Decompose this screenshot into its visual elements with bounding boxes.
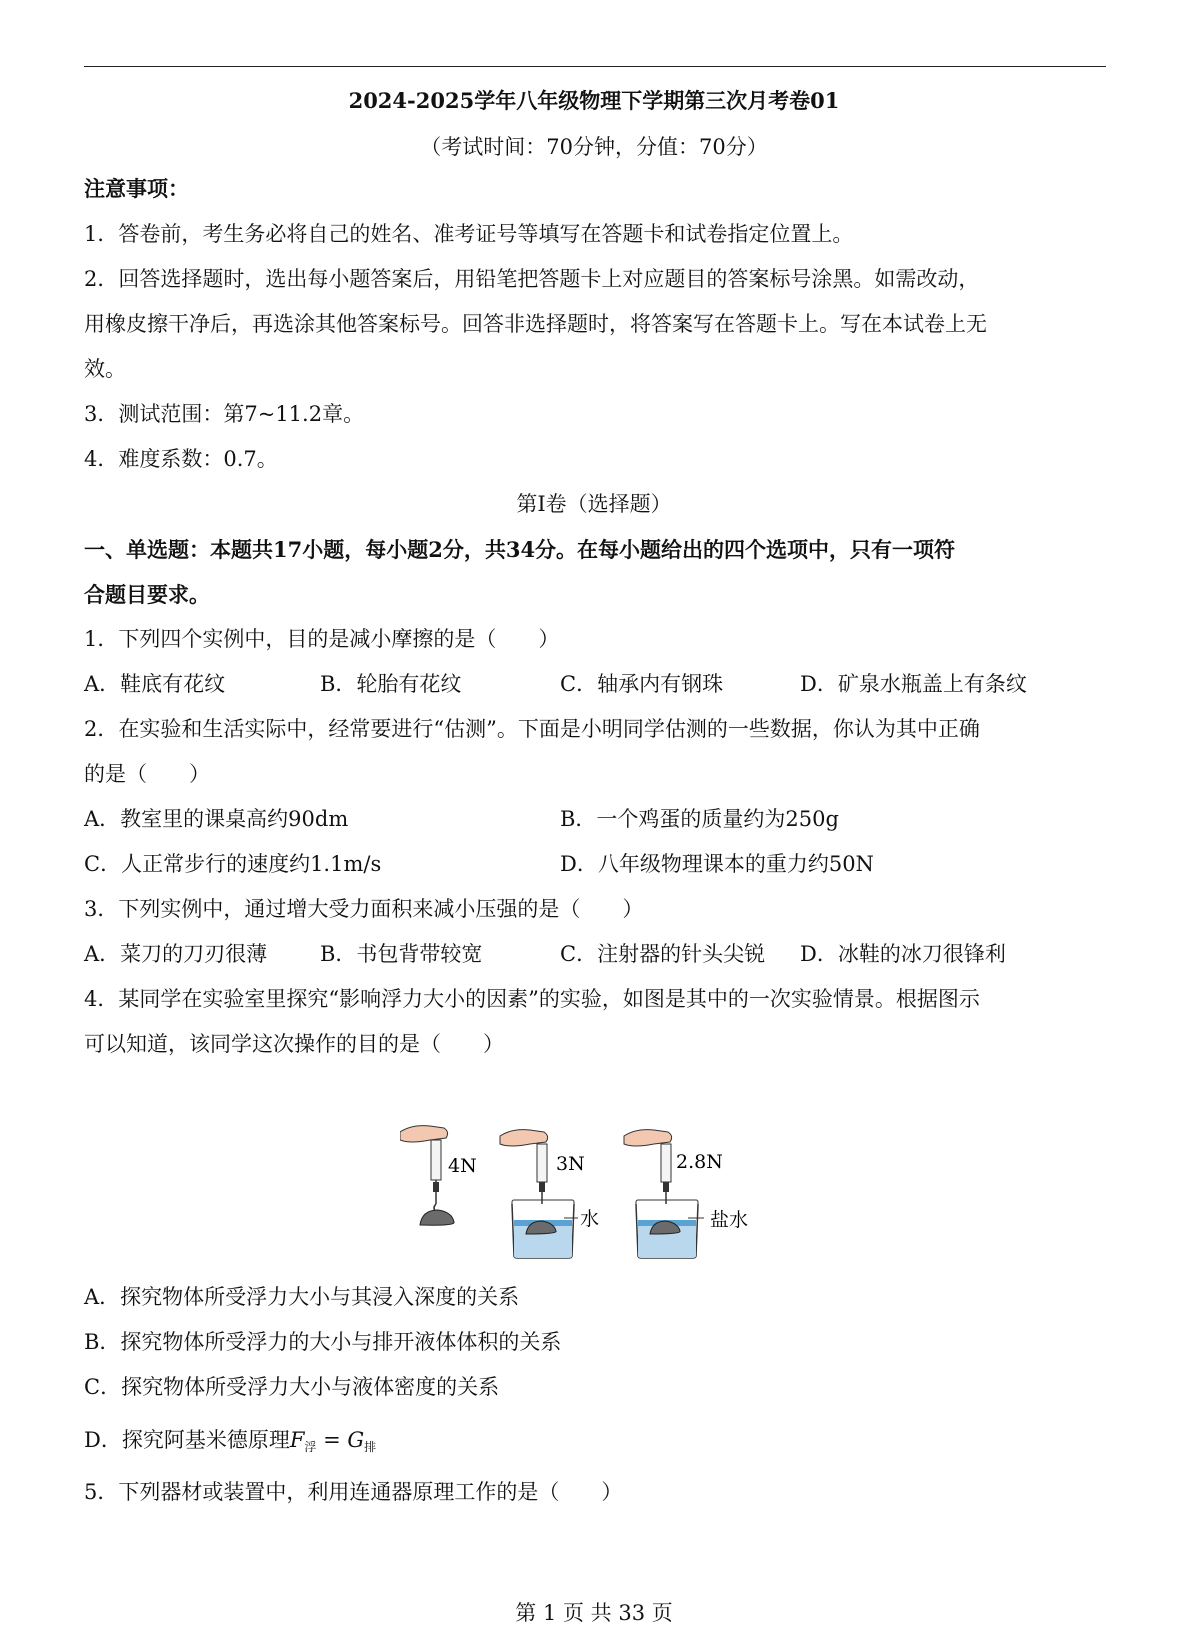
q3-option-a: A．菜刀的刀刃很薄 — [84, 942, 268, 966]
q2-stem-b: 的是（ ） — [84, 762, 210, 786]
q2-option-b: B．一个鸡蛋的质量约为250g — [560, 807, 839, 831]
q5-stem: 5．下列器材或装置中，利用连通器原理工作的是（ ） — [84, 1480, 623, 1504]
spring-scale-1 — [431, 1140, 441, 1180]
section-heading-b: 合题目要求。 — [84, 582, 210, 607]
formula-eq: = — [316, 1428, 348, 1452]
label-salt-water: 盐水 — [710, 1209, 749, 1231]
notice-line-1: 1．答卷前，考生务必将自己的姓名、准考证号等填写在答题卡和试卷指定位置上。 — [84, 222, 854, 246]
setup-water — [500, 1130, 599, 1258]
q3-option-b: B．书包背带较宽 — [320, 942, 483, 966]
reading-3n: 3N — [556, 1153, 585, 1175]
q1-option-c: C．轴承内有钢珠 — [560, 672, 724, 696]
notice-line-2c: 效。 — [84, 357, 126, 381]
q4-option-d — [84, 1425, 376, 1462]
q3-option-c: C．注射器的针头尖锐 — [560, 942, 766, 966]
reading-2-8n: 2.8N — [676, 1151, 723, 1173]
q4-stem-b: 可以知道，该同学这次操作的目的是（ ） — [84, 1032, 504, 1056]
notice-line-2b: 用橡皮擦干净后，再选涂其他答案标号。回答非选择题时，将答案写在答题卡上。写在本试卷上无 — [84, 312, 987, 336]
stone-1 — [420, 1210, 454, 1225]
q4-option-b: B．探究物体所受浮力的大小与排开液体体积的关系 — [84, 1330, 562, 1354]
reading-4n: 4N — [448, 1155, 477, 1177]
q4-option-d-text: D．探究阿基米德原理 — [84, 1428, 290, 1452]
formula-g-sub: 排 — [364, 1440, 377, 1454]
section-heading-a: 一、单选题：本题共17小题，每小题2分，共34分。在每小题给出的四个选项中，只有一项符 — [84, 537, 956, 562]
q2-option-d: D．八年级物理课本的重力约50N — [560, 852, 874, 876]
q2-stem-a: 2．在实验和生活实际中，经常要进行“估测”。下面是小明同学估测的一些数据，你认为其中正确 — [84, 717, 980, 741]
q2-option-a: A．教室里的课桌高约90dm — [84, 807, 349, 831]
q4-option-a: A．探究物体所受浮力大小与其浸入深度的关系 — [84, 1285, 520, 1309]
q3-option-d: D．冰鞋的冰刀很锋利 — [800, 942, 1006, 966]
notice-line-2a: 2．回答选择题时，选出每小题答案后，用铅笔把答题卡上对应题目的答案标号涂黑。如需改动， — [84, 267, 980, 291]
spring-scale-2 — [537, 1144, 547, 1182]
formula-g: G — [347, 1428, 365, 1452]
formula-f: F — [289, 1428, 305, 1452]
notice-line-3: 3．测试范围：第7~11.2章。 — [84, 402, 365, 426]
q1-option-d: D．矿泉水瓶盖上有条纹 — [800, 672, 1027, 696]
setup-saltwater — [624, 1130, 748, 1258]
q4-stem-a: 4．某同学在实验室里探究“影响浮力大小的因素”的实验，如图是其中的一次实验情景。根据图示 — [84, 987, 980, 1011]
q2-option-c: C．人正常步行的速度约1.1m/s — [84, 852, 382, 876]
exam-title: 2024-2025学年八年级物理下学期第三次月考卷01 — [348, 88, 840, 113]
setup-air — [400, 1126, 477, 1226]
formula-f-sub: 浮 — [304, 1440, 317, 1454]
exam-subtitle: （考试时间：70分钟，分值：70分） — [420, 135, 768, 159]
part1-title: 第Ⅰ卷（选择题） — [516, 492, 672, 516]
header-rule — [84, 66, 1106, 67]
q3-stem: 3．下列实例中，通过增大受力面积来减小压强的是（ ） — [84, 897, 644, 921]
q1-stem: 1．下列四个实例中，目的是减小摩擦的是（ ） — [84, 627, 560, 651]
q1-option-b: B．轮胎有花纹 — [320, 672, 462, 696]
q1-option-a: A．鞋底有花纹 — [84, 672, 226, 696]
notice-line-4: 4．难度系数：0.7。 — [84, 447, 278, 471]
q4-option-c: C．探究物体所受浮力大小与液体密度的关系 — [84, 1375, 500, 1399]
page-footer: 第 1 页 共 33 页 — [515, 1601, 673, 1625]
spring-scale-3 — [661, 1144, 671, 1182]
label-water: 水 — [580, 1208, 600, 1230]
notice-heading: 注意事项： — [84, 176, 189, 201]
